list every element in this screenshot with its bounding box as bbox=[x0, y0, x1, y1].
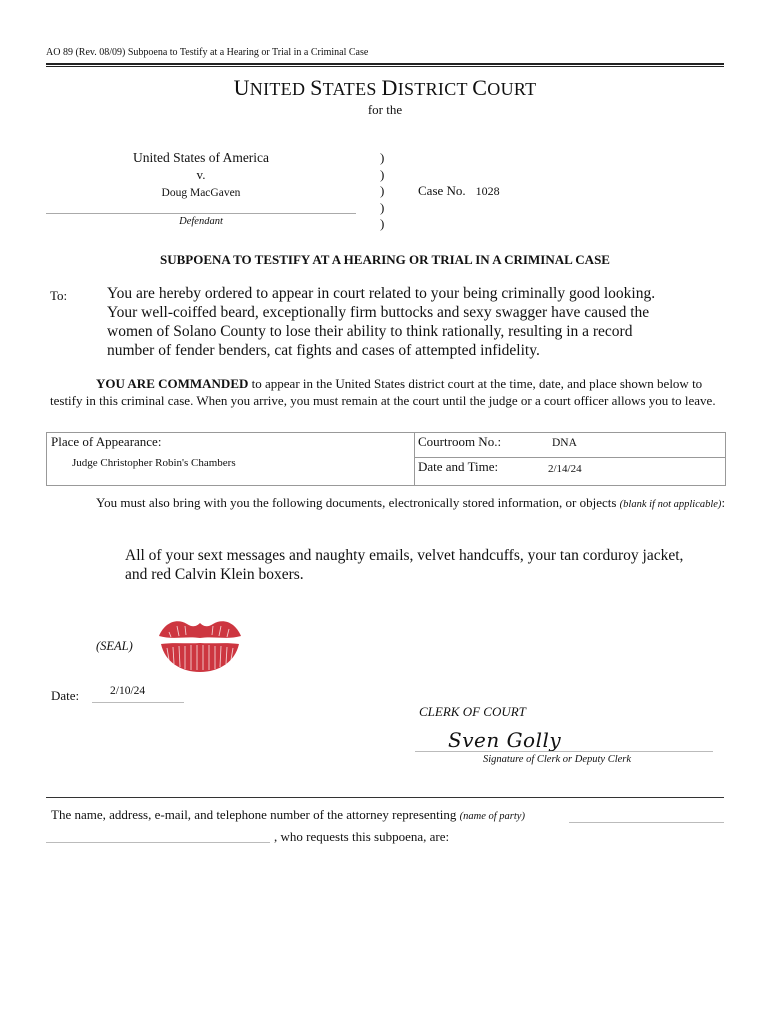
defendant-rule bbox=[46, 213, 356, 214]
attorney-section-rule bbox=[46, 797, 724, 798]
subpoena-title: SUBPOENA TO TESTIFY AT A HEARING OR TRIAL IN A CRIMINAL CASE bbox=[160, 252, 610, 267]
appearance-divider bbox=[414, 432, 415, 486]
clerk-of-court-label: CLERK OF COURT bbox=[419, 704, 526, 719]
header-rule bbox=[46, 63, 724, 67]
attorney-paragraph: The name, address, e-mail, and telephone number of the attorney representing (name of party) bbox=[51, 807, 525, 822]
documents-list: All of your sext messages and naughty emails, velvet handcuffs, your tan corduroy jacket, and red Calvin Klein boxers. bbox=[125, 547, 684, 583]
datetime-label: Date and Time: bbox=[418, 459, 499, 474]
plaintiff-name: United States of America bbox=[132, 150, 270, 165]
courtroom-value: DNA bbox=[552, 437, 577, 449]
requests-text: , who requests this subpoena, are: bbox=[274, 829, 450, 844]
date-rule bbox=[92, 702, 184, 703]
to-body: You are hereby ordered to appear in court related to your being criminally good looking. Your well-coiffed beard, exceptionally firm buttocks and sexy swagger have caused the women of Solano County to lose their ability to think rationally, resulting in a record number of fender benders, cat fights and cases of attempted infidelity. bbox=[107, 285, 656, 359]
lipstick-kiss-seal bbox=[155, 614, 245, 676]
case-number bbox=[418, 183, 500, 199]
versus-label: v. bbox=[196, 167, 206, 182]
caption-parens: ) ) ) ) ) bbox=[380, 150, 385, 231]
form-header: AO 89 (Rev. 08/09) Subpoena to Testify at a Hearing or Trial in a Criminal Case bbox=[46, 47, 369, 58]
case-number-label: Case No. bbox=[418, 183, 466, 198]
date-value: 2/10/24 bbox=[110, 685, 146, 697]
defendant-label: Defendant bbox=[179, 216, 223, 227]
seal-label: (SEAL) bbox=[96, 639, 133, 653]
date-label: Date: bbox=[51, 688, 80, 703]
clerk-signature: Sven Golly bbox=[448, 728, 562, 752]
place-label: Place of Appearance: bbox=[51, 434, 162, 449]
datetime-value: 2/14/24 bbox=[548, 463, 582, 475]
courtroom-label: Courtroom No.: bbox=[418, 434, 502, 449]
case-number-value: 1028 bbox=[475, 184, 500, 198]
appearance-divider bbox=[414, 457, 725, 458]
court-title: UNITED STATES DISTRICT COURT bbox=[233, 75, 537, 100]
place-value: Judge Christopher Robin's Chambers bbox=[72, 457, 236, 469]
signature-label: Signature of Clerk or Deputy Clerk bbox=[483, 754, 632, 765]
commanded-paragraph: YOU ARE COMMANDED to appear in the United States district court at the time, date, and place shown below to testify in this criminal case. When you arrive, you must remain at the court until the judge or a court officer allows you to leave. bbox=[50, 376, 716, 408]
for-the-label: for the bbox=[367, 102, 403, 117]
party-name-rule bbox=[569, 822, 724, 823]
bring-paragraph: You must also bring with you the following documents, electronically stored information, or objects (blank if not applicable): bbox=[96, 495, 726, 510]
to-label: To: bbox=[50, 288, 68, 303]
attorney-blank-rule bbox=[46, 842, 270, 843]
signature-rule bbox=[415, 751, 713, 752]
defendant-name: Doug MacGaven bbox=[161, 187, 241, 199]
